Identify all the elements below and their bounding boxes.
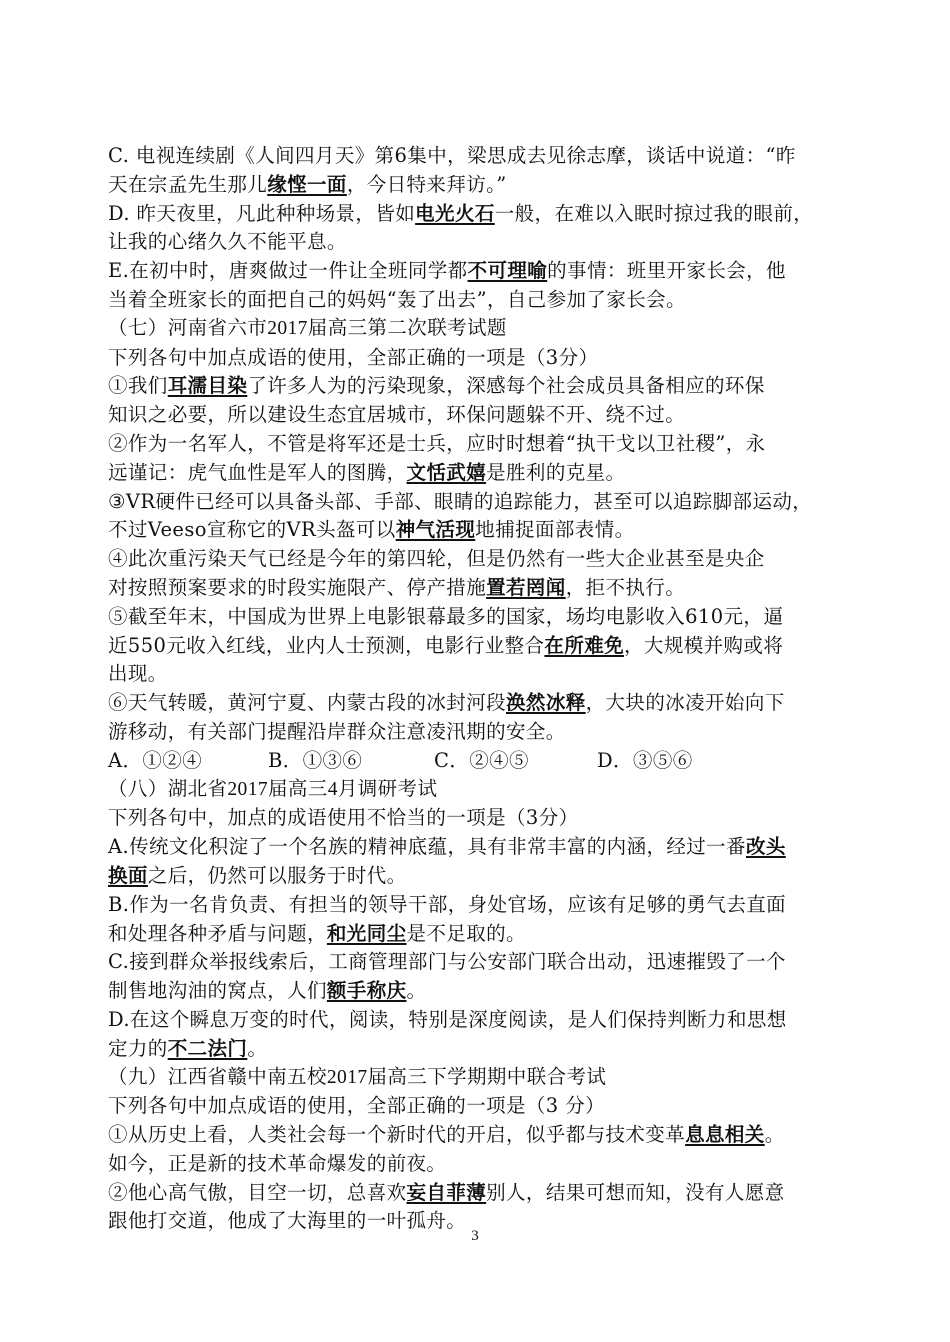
text-segment: 制售地沟油的窝点，人们 <box>108 979 327 1003</box>
text-segment: 让我的心绪久久不能平息。 <box>108 230 347 254</box>
highlighted-idiom: 缘悭一面 <box>267 172 347 196</box>
text-segment: （九）江西省赣中南五校2017届高三下学期期中联合考试 <box>108 1066 607 1088</box>
text-line <box>108 948 846 977</box>
text-segment: ④此次重污染天气已经是今年的第四轮，但是仍然有一些大企业甚至是央企 <box>108 547 765 571</box>
text-segment: 。 <box>247 1036 268 1060</box>
text-segment: 别人，结果可想而知，没有人愿意 <box>486 1180 785 1204</box>
text-segment: 远谨记：虎气血性是军人的图腾， <box>108 460 407 484</box>
answer-option: A．①②④ <box>108 748 203 772</box>
highlighted-idiom: 妄自菲薄 <box>406 1180 487 1204</box>
text-line <box>108 632 846 661</box>
text-line <box>108 171 846 200</box>
text-line <box>108 862 846 891</box>
text-segment: 是胜利的克星。 <box>486 460 626 484</box>
text-segment: 之后，仍然可以服务于时代。 <box>147 863 407 887</box>
text-segment: ⑤截至年末，中国成为世界上电影银幕最多的国家，场均电影收入610元，逼 <box>108 604 784 628</box>
text-segment: 定力的 <box>108 1036 168 1060</box>
text-segment: ②作为一名军人，不管是将军还是士兵，应时时想着“执干戈以卫社稷”，永 <box>108 431 766 455</box>
highlighted-idiom: 电光火石 <box>415 201 495 225</box>
text-segment: 跟他打交道，他成了大海里的一叶孤舟。 <box>108 1209 467 1233</box>
text-segment: 。 <box>406 979 427 1003</box>
text-line <box>108 920 846 949</box>
text-segment: C.接到群众举报线索后，工商管理部门与公安部门联合出动，迅速摧毁了一个 <box>108 950 786 974</box>
text-line <box>108 1121 846 1150</box>
answer-option: C．②④⑤ <box>434 748 529 772</box>
highlighted-idiom: 置若罔闻 <box>486 575 566 599</box>
highlighted-idiom: 改头 <box>745 835 786 859</box>
answer-option: B．①③⑥ <box>268 748 363 772</box>
text-line <box>108 142 846 171</box>
text-segment: 是不足取的。 <box>406 921 526 945</box>
text-segment: B.作为一名肯负责、有担当的领导干部，身处官场，应该有足够的勇气去直面 <box>108 892 787 916</box>
text-segment: ①从历史上看，人类社会每一个新时代的开启，似乎都与技术变革 <box>108 1123 686 1147</box>
page-body <box>108 142 846 1236</box>
text-segment: 不过Veeso宣称它的VR头盔可以 <box>108 518 396 542</box>
text-segment: 下列各句中加点成语的使用，全部正确的一项是（3分） <box>108 345 599 369</box>
text-line <box>108 286 846 315</box>
text-segment: 。 <box>764 1123 785 1147</box>
text-segment: 地捕捉面部表情。 <box>475 518 635 542</box>
highlighted-idiom: 和光同尘 <box>326 921 407 945</box>
text-segment: 游移动，有关部门提醒沿岸群众注意凌汛期的安全。 <box>108 719 566 743</box>
text-line <box>108 1179 846 1208</box>
text-line <box>108 833 846 862</box>
text-line <box>108 545 846 574</box>
highlighted-idiom: 耳濡目染 <box>167 374 248 398</box>
text-line <box>108 603 846 632</box>
text-segment: ⑥天气转暖，黄河宁夏、内蒙古段的冰封河段 <box>108 691 507 715</box>
text-segment: D. 昨天夜里，凡此种种场景，皆如 <box>108 201 416 225</box>
text-line <box>108 1006 846 1035</box>
text-segment: C. 电视连续剧《人间四月天》第6集中，梁思成去见徐志摩，谈话中说道：“昨 <box>108 144 796 167</box>
highlighted-idiom: 文恬武嬉 <box>406 460 487 484</box>
section-heading <box>108 776 846 805</box>
text-line <box>108 804 846 833</box>
text-line <box>108 401 846 430</box>
text-line <box>108 1150 846 1179</box>
section-heading <box>108 315 846 344</box>
text-segment: ，拒不执行。 <box>565 575 686 599</box>
page-number: 3 <box>471 1228 479 1244</box>
text-segment: 下列各句中，加点的成语使用不恰当的一项是（3分） <box>108 806 579 830</box>
answer-options <box>108 747 846 776</box>
text-segment: 天在宗孟先生那儿 <box>108 172 268 196</box>
text-segment: 近550元收入红线，业内人士预测，电影行业整合 <box>108 633 545 657</box>
text-segment: 下列各句中加点成语的使用，全部正确的一项是（3 分） <box>108 1094 606 1118</box>
section-heading <box>108 1064 846 1093</box>
text-line <box>108 1092 846 1121</box>
text-segment: 出现。 <box>108 662 168 686</box>
text-segment: ，今日特来拜访。” <box>346 172 507 196</box>
highlighted-idiom: 额手称庆 <box>326 979 407 1003</box>
text-segment: ，大块的冰凌开始向下 <box>585 691 785 715</box>
text-line <box>108 430 846 459</box>
text-segment: 当着全班家长的面把自己的妈妈“轰了出去”，自己参加了家长会。 <box>108 287 686 311</box>
text-line <box>108 660 846 689</box>
text-segment: 了许多人为的污染现象，深感每个社会成员具备相应的环保 <box>247 374 765 398</box>
text-segment: ，大规模并购或将 <box>624 633 784 657</box>
text-segment: E.在初中时，唐爽做过一件让全班同学都 <box>108 259 468 283</box>
text-line <box>108 1035 846 1064</box>
answer-option: D．③⑤⑥ <box>597 748 693 772</box>
text-line <box>108 718 846 747</box>
text-segment: 如今，正是新的技术革命爆发的前夜。 <box>108 1151 447 1175</box>
text-segment: ②他心高气傲，目空一切，总喜欢 <box>108 1180 407 1204</box>
text-line <box>108 200 846 229</box>
text-line <box>108 228 846 257</box>
text-segment: 和处理各种矛盾与问题， <box>108 921 327 945</box>
highlighted-idiom: 涣然冰释 <box>506 691 586 715</box>
text-segment: ③VR硬件已经可以具备头部、手部、眼睛的追踪能力，甚至可以追踪脚部运动， <box>108 489 813 513</box>
highlighted-idiom: 神气活现 <box>395 518 476 542</box>
text-line <box>108 459 846 488</box>
text-line <box>108 574 846 603</box>
highlighted-idiom: 息息相关 <box>685 1123 765 1147</box>
text-segment: （八）湖北省2017届高三4月调研考试 <box>108 778 438 800</box>
text-segment: 的事情：班里开家长会，他 <box>547 259 786 283</box>
text-line <box>108 257 846 286</box>
text-line <box>108 977 846 1006</box>
text-segment: 知识之必要，所以建设生态宜居城市，环保问题躲不开、绕不过。 <box>108 403 686 427</box>
highlighted-idiom: 不二法门 <box>167 1036 248 1060</box>
text-line <box>108 372 846 401</box>
highlighted-idiom: 在所难免 <box>544 633 625 657</box>
text-segment: （七）河南省六市2017届高三第二次联考试题 <box>108 317 507 339</box>
text-segment: 一般，在难以入眠时掠过我的眼前， <box>494 201 814 225</box>
text-line <box>108 344 846 373</box>
text-segment: A.传统文化积淀了一个名族的精神底蕴，具有非常丰富的内涵，经过一番 <box>108 835 746 859</box>
text-line <box>108 891 846 920</box>
highlighted-idiom: 不可理喻 <box>467 259 548 283</box>
highlighted-idiom: 换面 <box>108 863 148 887</box>
text-line <box>108 689 846 718</box>
text-segment: D.在这个瞬息万变的时代，阅读，特别是深度阅读，是人们保持判断力和思想 <box>108 1007 787 1031</box>
text-segment: 对按照预案要求的时段实施限产、停产措施 <box>108 575 487 599</box>
text-line <box>108 516 846 545</box>
text-line <box>108 488 846 517</box>
text-segment: ①我们 <box>108 374 168 398</box>
